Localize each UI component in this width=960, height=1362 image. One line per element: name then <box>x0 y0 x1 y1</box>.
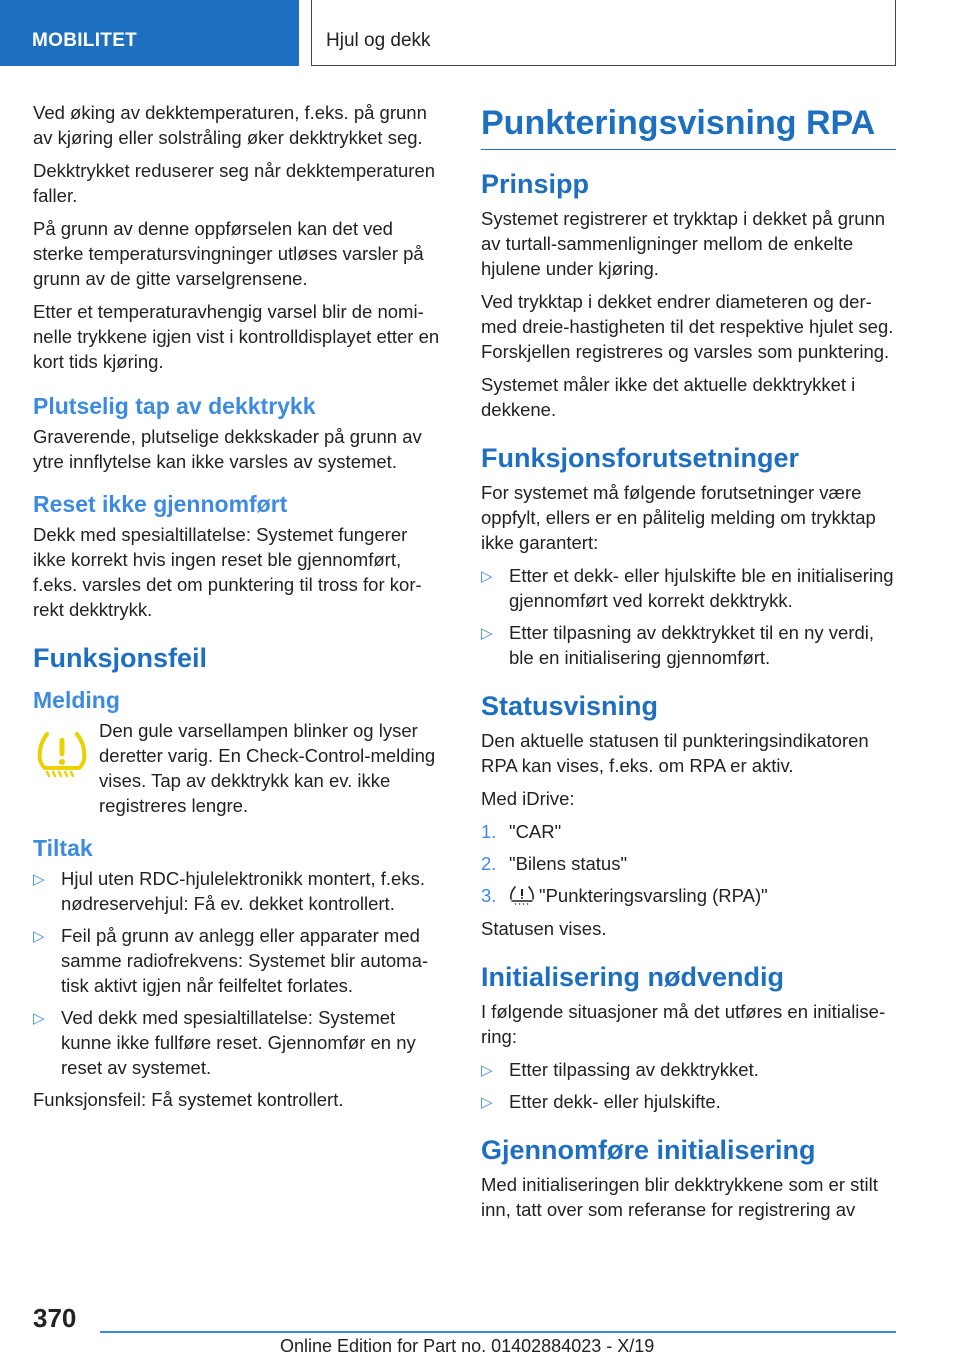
paragraph: I følgende situasjoner må det utføres en initialisering: <box>481 1001 886 1047</box>
list-item: 2. "Bilens status" <box>481 853 628 874</box>
triangle-bullet-icon: ▷ <box>481 568 493 585</box>
paragraph: Den aktuelle statusen til punkteringsindikatoren RPA kan vises, f.eks. om RPA er aktiv. <box>481 730 869 776</box>
paragraph: Funksjonsfeil: Få systemet kontrollert. <box>33 1089 344 1110</box>
list-item: ▷ Hjul uten RDC-hjulelektronikk montert, f.eks. nødreservehjul: Få ev. dekket kontrollert. <box>33 868 425 914</box>
heading-message: Melding <box>33 687 120 713</box>
paragraph: Systemet registrerer et trykktap i dekket på grunn av turtall-sammenligninger mellom de enkelte hjulene under kjøring. <box>481 208 886 279</box>
warning-message-block <box>33 718 441 818</box>
section-title: Punkteringsvisning RPA <box>481 103 896 150</box>
warning-message-text: Den gule varsellampen blinker og lyser deretter varig. En Check-Control-melding vises. Tap av dekktrykk kan ev. ikke registreres lengre. <box>99 720 436 816</box>
heading-sudden-pressure-loss: Plutselig tap av dekktrykk <box>33 393 316 419</box>
paragraph: Dekktrykket reduserer seg når dekktemperaturen faller. <box>33 160 436 206</box>
chapter-tab <box>311 0 896 66</box>
chapter-label: Hjul og dekk <box>326 30 431 51</box>
triangle-bullet-icon: ▷ <box>33 1010 45 1027</box>
prerequisite-list <box>481 563 896 670</box>
tire-pressure-icon <box>509 885 535 905</box>
footer-divider <box>100 1331 896 1333</box>
page-header <box>0 0 960 66</box>
triangle-bullet-icon: ▷ <box>33 928 45 945</box>
list-item: ▷ Etter dekk- eller hjulskifte. <box>481 1089 896 1114</box>
list-item: ▷ Etter tilpassing av dekktrykket. <box>481 1057 896 1082</box>
paragraph: Ved trykktap i dekket endrer diameteren og dermed dreie-hastigheten til det respektive hjulet seg. Forskjellen registreres og varsles som punktering. <box>481 291 894 362</box>
paragraph: Dekk med spesialtillatelse: Systemet fungerer ikke korrekt hvis ingen reset ble gjennomført, f.eks. varsles det om punktering til tross for korrekt dekktrykk. <box>33 524 422 620</box>
paragraph: Statusen vises. <box>481 918 607 939</box>
tire-pressure-warning-icon <box>35 730 89 778</box>
list-item: ▷ Etter tilpasning av dekktrykket til en ny verdi, ble en initialisering gjennomført. <box>481 622 875 668</box>
heading-reset-not-done: Reset ikke gjennomført <box>33 491 288 517</box>
paragraph: Med initialiseringen blir dekktrykkene som er stilt inn, tatt over som referanse for registrering av <box>481 1174 878 1220</box>
heading-perform-initialization: Gjennomføre initialisering <box>481 1135 816 1165</box>
right-column <box>481 100 896 1230</box>
action-list <box>33 866 441 1080</box>
heading-principle: Prinsipp <box>481 169 590 199</box>
heading-initialization-needed: Initialisering nødvendig <box>481 962 785 992</box>
page-number: 370 <box>33 1303 77 1333</box>
heading-malfunction: Funksjonsfeil <box>33 643 208 673</box>
section-tab <box>0 0 299 66</box>
triangle-bullet-icon: ▷ <box>481 625 493 642</box>
left-column <box>33 100 441 1120</box>
list-item: ▷ Etter et dekk- eller hjulskifte ble en initialisering gjennomført ved korrekt dekktrykk. <box>481 565 894 611</box>
paragraph: Etter et temperaturavhengig varsel blir de nominelle trykkene igjen vist i kontrolldisplayet etter en kort tids kjøring. <box>33 301 440 372</box>
idrive-steps <box>481 819 896 908</box>
heading-status-display: Statusvisning <box>481 691 659 721</box>
initialization-situation-list <box>481 1057 896 1114</box>
heading-prerequisites: Funksjonsforutsetninger <box>481 443 800 473</box>
paragraph: For systemet må følgende forutsetninger være oppfylt, ellers er en pålitelig melding om trykktap ikke garantert: <box>481 482 876 553</box>
paragraph: Graverende, plutselige dekkskader på grunn av ytre innflytelse kan ikke varsles av systemet. <box>33 426 422 472</box>
triangle-bullet-icon: ▷ <box>33 871 45 888</box>
heading-action: Tiltak <box>33 835 93 861</box>
list-item: ▷ Feil på grunn av anlegg eller apparater med samme radiofrekvens: Systemet blir automatisk aktivt igjen når feilfeltet forlates. <box>33 925 429 996</box>
triangle-bullet-icon: ▷ <box>481 1094 493 1111</box>
list-item: 3. "Punkteringsvarsling (RPA)" <box>481 885 768 906</box>
section-label: MOBILITET <box>32 30 138 51</box>
triangle-bullet-icon: ▷ <box>481 1062 493 1079</box>
paragraph: Ved øking av dekktemperaturen, f.eks. på grunn av kjøring eller solstråling øker dekktrykket seg. <box>33 102 427 148</box>
paragraph: Systemet måler ikke det aktuelle dekktrykket i dekkene. <box>481 374 856 420</box>
list-item: ▷ Ved dekk med spesialtillatelse: Systemet kunne ikke fullføre reset. Gjennomfør en ny reset av systemet. <box>33 1007 416 1078</box>
footer-edition: Online Edition for Part no. 01402884023 - X/19 <box>280 1336 655 1356</box>
paragraph: Med iDrive: <box>481 788 575 809</box>
paragraph: På grunn av denne oppførselen kan det ved sterke temperatursvingninger utløses varsler på grunn av de gitte varselgrensene. <box>33 218 424 289</box>
list-item: 1. "CAR" <box>481 821 562 842</box>
